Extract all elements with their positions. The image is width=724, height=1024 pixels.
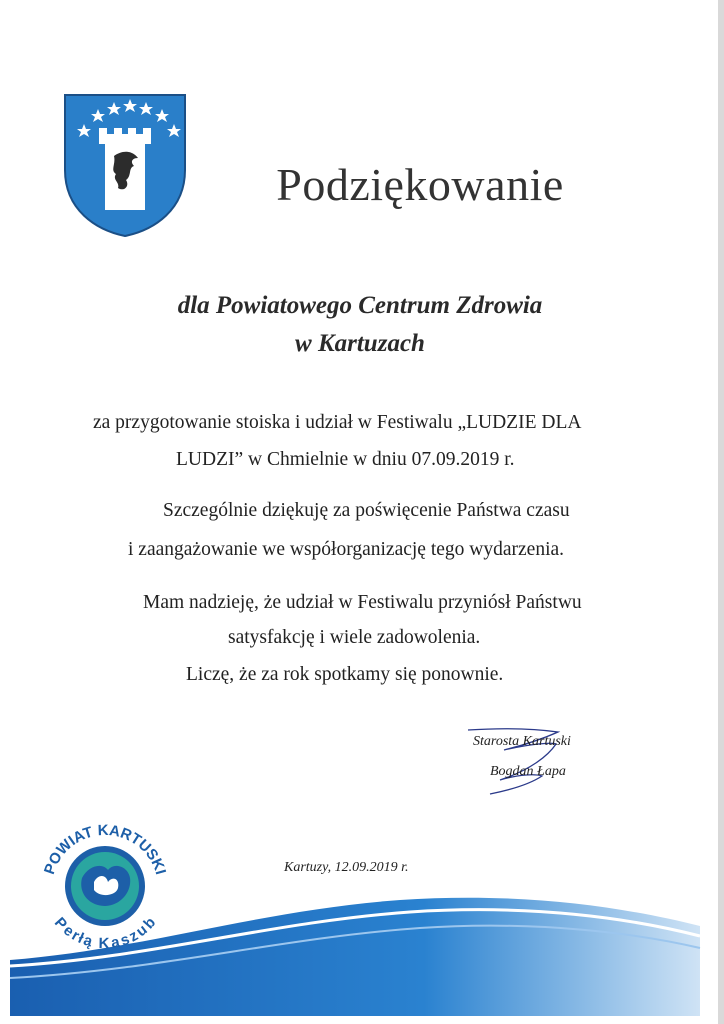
county-logo-icon <box>32 810 178 956</box>
body-line-5: Mam nadzieję, że udział w Festiwalu przyniósł Państwu <box>143 592 582 613</box>
body-line-1: za przygotowanie stoiska i udział w Festiwalu „LUDZIE DLA <box>93 412 582 433</box>
body-line-4: i zaangażowanie we współorganizację tego wydarzenia. <box>128 539 565 560</box>
logo-top-text: POWIAT KARTUSKI <box>41 821 170 877</box>
signature-role: Starosta Kartuski <box>473 734 571 749</box>
body-line-3: Szczególnie dziękuję za poświęcenie Państwa czasu <box>163 500 570 521</box>
recipient-line-2: w Kartuzach <box>295 330 425 357</box>
body-line-6: satysfakcję i wiele zadowolenia. <box>228 627 481 648</box>
body-line-7: Liczę, że za rok spotkamy się ponownie. <box>186 664 504 685</box>
recipient-line-1: dla Powiatowego Centrum Zdrowia <box>177 292 543 319</box>
coat-of-arms-icon <box>62 92 188 238</box>
signature-name: Bogdan Łapa <box>490 764 566 779</box>
logo-bottom-text: Perłą Kaszub <box>50 914 160 953</box>
document-title: Podziękowanie <box>276 159 564 210</box>
place-and-date: Kartuzy, 12.09.2019 r. <box>284 860 409 875</box>
body-line-2: LUDZI” w Chmielnie w dniu 07.09.2019 r. <box>176 449 515 470</box>
